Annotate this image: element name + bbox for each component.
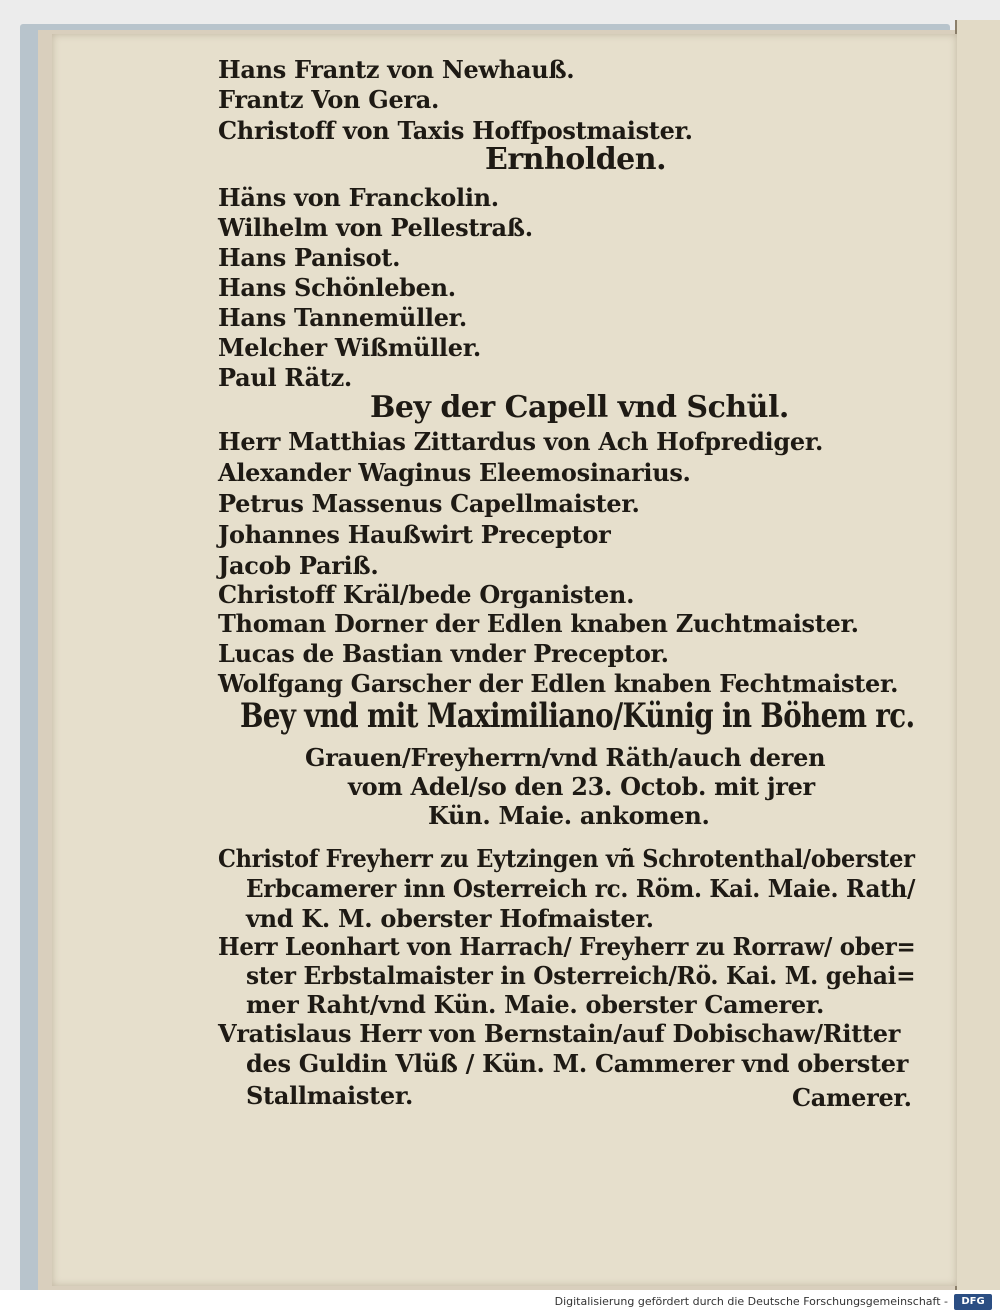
subheading-line: Kün. Maie. ankomen. — [428, 801, 710, 830]
text-line: Alexander Waginus Eleemosinarius. — [218, 458, 691, 487]
section-heading: Ernholden. — [485, 142, 667, 177]
footer-bar — [0, 1290, 1000, 1314]
text-line: Herr Matthias Zittardus von Ach Hofprediger. — [218, 427, 824, 456]
text-line: des Guldin Vlüß / Kün. M. Cammerer vnd oberster — [246, 1049, 909, 1078]
text-line: mer Raht/vnd Kün. Maie. oberster Camerer. — [246, 990, 824, 1019]
text-line: Petrus Massenus Capellmaister. — [218, 489, 640, 518]
footer-credit: Digitalisierung gefördert durch die Deutsche Forschungsgemeinschaft - — [554, 1295, 948, 1308]
text-line: Erbcamerer inn Osterreich rc. Röm. Kai. Maie. Rath/ — [246, 874, 916, 903]
text-line: Vratislaus Herr von Bernstain/auf Dobischaw/Ritter — [218, 1019, 901, 1048]
text-line: Stallmaister. — [246, 1081, 414, 1110]
text-line: Herr Leonhart von Harrach/ Freyherr zu Rorraw/ ober= — [218, 932, 916, 961]
text-line: Paul Rätz. — [218, 363, 352, 392]
section-heading: Bey der Capell vnd Schül. — [370, 390, 789, 425]
text-line: Christoff von Taxis Hoffpostmaister. — [218, 116, 693, 145]
text-line: Hans Schönleben. — [218, 273, 456, 302]
text-line: Hans Frantz von Newhauß. — [218, 55, 575, 84]
text-line: Hans Tannemüller. — [218, 303, 467, 332]
text-line: vnd K. M. oberster Hofmaister. — [246, 904, 654, 933]
catchword: Camerer. — [792, 1083, 912, 1112]
text-line: ster Erbstalmaister in Osterreich/Rö. Kai. M. gehai= — [246, 961, 916, 990]
text-line: Hans Panisot. — [218, 243, 401, 272]
text-line: Christoff Kräl/bede Organisten. — [218, 580, 635, 609]
section-heading: Bey vnd mit Maximiliano/Künig in Böhem rc. — [240, 696, 915, 736]
text-line: Häns von Franckolin. — [218, 183, 499, 212]
text-line: Melcher Wißmüller. — [218, 333, 481, 362]
dfg-logo: DFG — [954, 1294, 992, 1310]
text-line: Jacob Pariß. — [218, 551, 379, 580]
text-line: Lucas de Bastian vnder Preceptor. — [218, 639, 669, 668]
text-line: Frantz Von Gera. — [218, 85, 440, 114]
text-line: Wilhelm von Pellestraß. — [218, 213, 533, 242]
text-line: Wolfgang Garscher der Edlen knaben Fechtmaister. — [218, 669, 899, 698]
subheading-line: vom Adel/so den 23. Octob. mit jrer — [348, 772, 815, 801]
subheading-line: Grauen/Freyherrn/vnd Räth/auch deren — [305, 743, 826, 772]
text-line: Christof Freyherr zu Eytzingen vñ Schrotenthal/oberster — [218, 844, 915, 873]
text-line: Johannes Haußwirt Preceptor — [218, 520, 611, 549]
text-line: Thoman Dorner der Edlen knaben Zuchtmaister. — [218, 609, 859, 638]
